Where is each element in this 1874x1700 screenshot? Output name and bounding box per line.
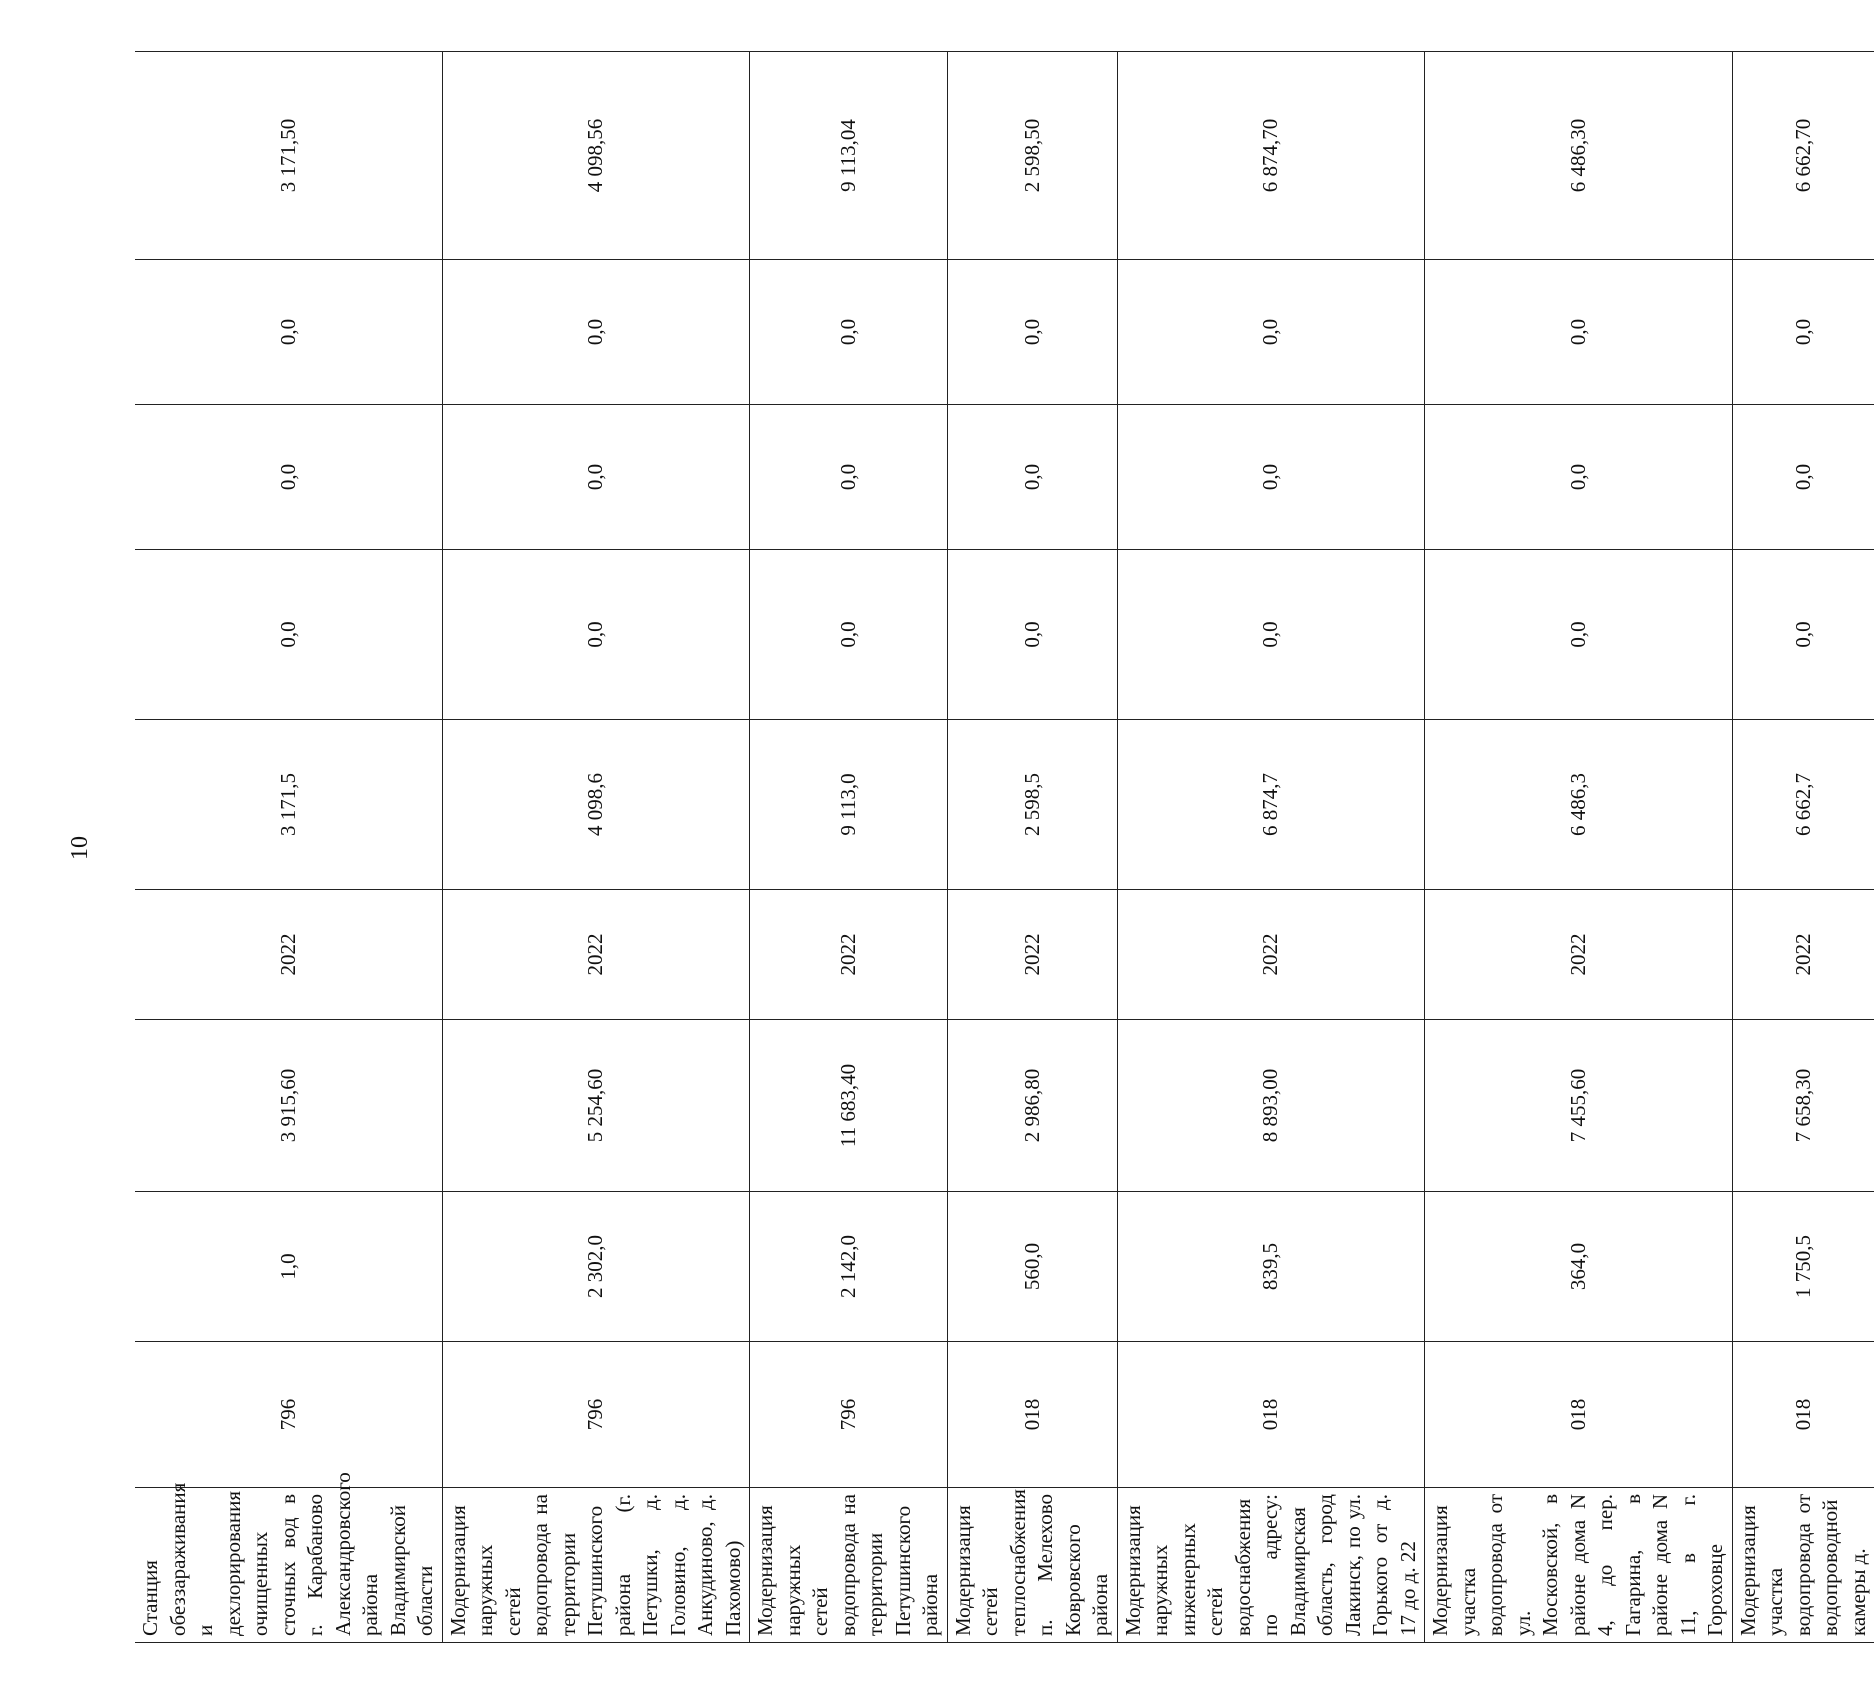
quantity-cell: 1,0	[135, 1192, 442, 1342]
quantity-cell: 560,0	[947, 1192, 1117, 1342]
table-row	[1117, 52, 1425, 1643]
amount-cell: 0,0	[1117, 260, 1425, 405]
amount-cell: 4 098,6	[442, 720, 750, 890]
year-cell: 2022	[750, 890, 948, 1020]
object-name-cell: Модернизация участка водопровода от водопроводной камеры д.	[1732, 1488, 1874, 1643]
amount-cell: 2 598,5	[947, 720, 1117, 890]
year-cell: 2022	[135, 890, 442, 1020]
amount-cell: 3 171,5	[135, 720, 442, 890]
amount-cell: 0,0	[442, 405, 750, 550]
total-cost-cell: 5 254,60	[442, 1020, 750, 1192]
amount-cell: 0,0	[135, 405, 442, 550]
amount-cell: 0,0	[750, 405, 948, 550]
amount-cell: 0,0	[135, 260, 442, 405]
total-cost-cell: 2 986,80	[947, 1020, 1117, 1192]
amount-total-cell: 6 486,30	[1425, 52, 1733, 260]
total-cost-cell: 3 915,60	[135, 1020, 442, 1192]
total-cost-cell: 11 683,40	[750, 1020, 948, 1192]
year-cell: 2022	[1117, 890, 1425, 1020]
quantity-cell: 364,0	[1425, 1192, 1733, 1342]
table-container	[135, 52, 1870, 1643]
table-row	[135, 52, 442, 1643]
table-row	[1732, 52, 1874, 1643]
object-name-cell: Модернизация наружных инженерных сетей водоснабжения по адресу: Владимирская область, город Лакинск, по ул. Горького от д. 17 до д. 22	[1117, 1488, 1425, 1643]
table-row	[750, 52, 948, 1643]
amount-cell: 6 486,3	[1425, 720, 1733, 890]
object-name-cell: Станция обеззараживания и дехлорирования очищенных сточных вод в г. Карабаново Александровского района Владимирской области	[135, 1488, 442, 1643]
amount-cell: 6 662,7	[1732, 720, 1874, 890]
amount-cell: 0,0	[1117, 550, 1425, 720]
amount-cell: 0,0	[1117, 405, 1425, 550]
amount-total-cell: 4 098,56	[442, 52, 750, 260]
amount-cell: 0,0	[947, 405, 1117, 550]
table-row	[947, 52, 1117, 1643]
amount-cell: 0,0	[750, 260, 948, 405]
total-cost-cell: 8 893,00	[1117, 1020, 1425, 1192]
amount-total-cell: 9 113,04	[750, 52, 948, 260]
amount-total-cell: 6 662,70	[1732, 52, 1874, 260]
amount-cell: 6 874,7	[1117, 720, 1425, 890]
amount-cell: 0,0	[947, 260, 1117, 405]
amount-cell: 0,0	[1425, 260, 1733, 405]
amount-total-cell: 3 171,50	[135, 52, 442, 260]
year-cell: 2022	[947, 890, 1117, 1020]
object-name-cell: Модернизация наружных сетей водопровода на территории Петушинского района	[750, 1488, 948, 1643]
object-name-cell: Модернизация участка водопровода от ул. Московской, в районе дома N 4, до пер. Гагарина, в районе дома N 11, в г. Гороховце	[1425, 1488, 1733, 1643]
amount-total-cell: 2 598,50	[947, 52, 1117, 260]
object-name-cell: Модернизация сетей теплоснабжения п. Мелехово Ковровского района	[947, 1488, 1117, 1643]
total-cost-cell: 7 455,60	[1425, 1020, 1733, 1192]
quantity-cell: 1 750,5	[1732, 1192, 1874, 1342]
code-cell: 018	[947, 1342, 1117, 1488]
year-cell: 2022	[442, 890, 750, 1020]
quantity-cell: 839,5	[1117, 1192, 1425, 1342]
amount-cell: 0,0	[750, 550, 948, 720]
code-cell: 018	[1425, 1342, 1733, 1488]
total-cost-cell: 7 658,30	[1732, 1020, 1874, 1192]
quantity-cell: 2 142,0	[750, 1192, 948, 1342]
amount-cell: 0,0	[1425, 550, 1733, 720]
data-table	[135, 51, 1874, 1643]
year-cell: 2022	[1732, 890, 1874, 1020]
amount-cell: 0,0	[442, 550, 750, 720]
amount-cell: 0,0	[1732, 550, 1874, 720]
quantity-cell: 2 302,0	[442, 1192, 750, 1342]
object-name-cell: Модернизация наружных сетей водопровода на территории Петушинского района (г. Петушки, д. Головино, д. Анкудиново, д. Пахомово)	[442, 1488, 750, 1643]
amount-cell: 0,0	[442, 260, 750, 405]
amount-cell: 0,0	[947, 550, 1117, 720]
code-cell: 018	[1732, 1342, 1874, 1488]
code-cell: 018	[1117, 1342, 1425, 1488]
amount-cell: 0,0	[135, 550, 442, 720]
code-cell: 796	[750, 1342, 948, 1488]
code-cell: 796	[135, 1342, 442, 1488]
year-cell: 2022	[1425, 890, 1733, 1020]
table-row	[1425, 52, 1733, 1643]
amount-cell: 0,0	[1732, 260, 1874, 405]
amount-cell: 0,0	[1732, 405, 1874, 550]
amount-cell: 9 113,0	[750, 720, 948, 890]
table-row	[442, 52, 750, 1643]
amount-cell: 0,0	[1425, 405, 1733, 550]
code-cell: 796	[442, 1342, 750, 1488]
amount-total-cell: 6 874,70	[1117, 52, 1425, 260]
page-number: 10	[67, 836, 93, 860]
